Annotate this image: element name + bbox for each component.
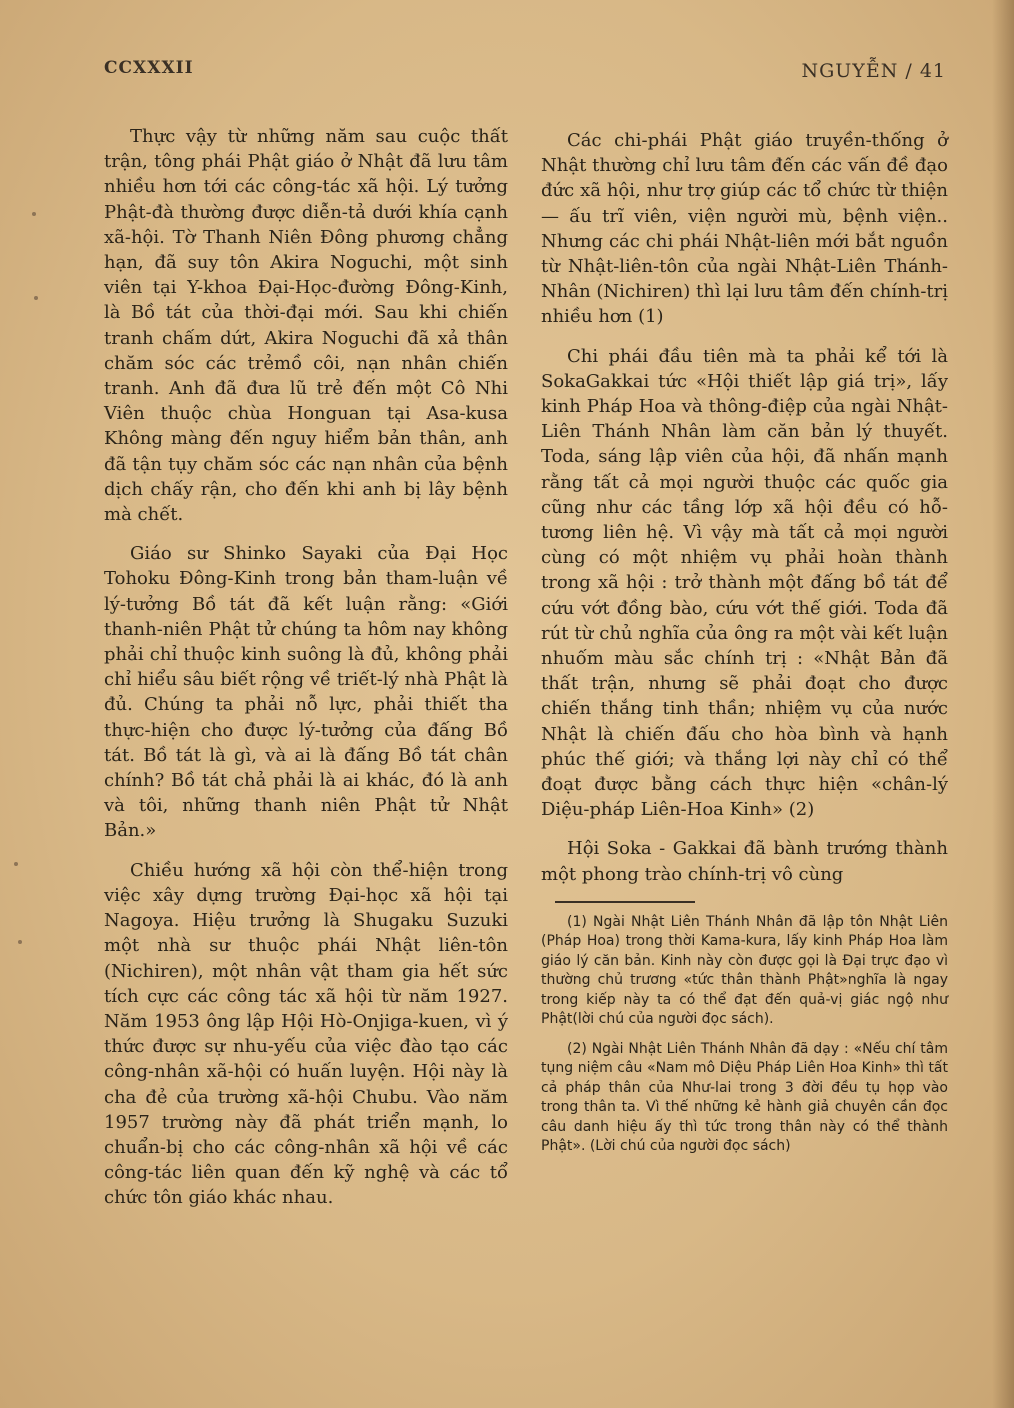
paragraph: Thực vậy từ những năm sau cuộc thất trận, tông phái Phật giáo ở Nhật đã lưu tâm nhiều hơn tới các công-tác xã hội. Lý tưởng Phật-đà thường được diễn-tả dưới khía cạnh xã-hội. Tờ Thanh Niên Đông phương chẳng hạn, đã suy tôn Akira Noguchi, một sinh viên tại Y-khoa Đại-Học-đường Đông-Kinh, là Bồ tát của thời-đại mới. Sau khi chiến tranh chấm dứt, Akira Noguchi đã xả thân chăm sóc các trẻmồ côi, nạn nhân chiến tranh. Anh đã đưa lũ trẻ đến một Cô Nhi Viên thuộc chùa Honguan tại Asa-kusa Không màng đến nguy hiểm bản thân, anh đã tận tụy chăm sóc các nạn nhân của bệnh dịch chấy rận, cho đến khi anh bị lây bệnh mà chết. — [104, 126, 508, 526]
footnotes — [541, 913, 948, 1157]
footnote-divider — [555, 901, 695, 903]
right-column — [541, 128, 948, 1167]
paper-speck — [14, 862, 18, 866]
paper-speck — [32, 212, 36, 216]
paragraph: Chi phái đầu tiên mà ta phải kể tới là SokaGakkai tức «Hội thiết lập giá trị», lấy kinh Pháp Hoa và thông-điệp của ngài Nhật-Liên Thánh Nhân làm căn bản lý thuyết. Toda, sáng lập viên của hội, đã nhấn mạnh rằng tất cả mọi người thuộc các quốc gia cũng như các tầng lớp xã hội đều có hỗ-tương liên hệ. Vì vậy mà tất cả mọi người cùng có một nhiệm vụ phải hoàn thành trong xã hội : trở thành một đấng bồ tát để cứu vớt đồng bào, cứu vớt thế giới. Toda đã rút từ chủ nghĩa của ông ra một vài kết luận nhuốm màu sắc chính trị : «Nhật Bản đã thất trận, nhưng sẽ phải đoạt cho được chiến thắng tinh thần; nhiệm vụ của nước Nhật là chiến đấu cho hòa bình và hạnh phúc thế giới; và thắng lợi này chỉ có thể đoạt được bằng cách thực hiện «chân-lý Diệu-pháp Liên-Hoa Kinh» (2) — [541, 345, 948, 821]
page-edge-shadow — [992, 0, 1014, 1408]
left-column — [104, 124, 508, 1225]
paragraph: Hội Soka - Gakkai đã bành trướng thành một phong trào chính-trị vô cùng — [541, 838, 948, 885]
paper-speck — [18, 940, 22, 944]
running-header-left: CCXXXII — [104, 58, 194, 78]
paragraph: Các chi-phái Phật giáo truyền-thống ở Nhật thường chỉ lưu tâm đến các vấn đề đạo đức xã hội, như trợ giúp các tổ chức từ thiện — ấu trĩ viên, viện người mù, bệnh viện.. Nhưng các chi phái Nhật-liên mới bắt nguồn từ Nhật-liên-tôn của ngài Nhật-Liên Thánh-Nhân (Nichiren) thì lại lưu tâm đến chính-trị nhiều hơn (1) — [541, 130, 948, 328]
footnote: (2) Ngài Nhật Liên Thánh Nhân đã dạy : «Nếu chí tâm tụng niệm câu «Nam mô Diệu Pháp Liên Hoa Kinh» thì tất cả pháp thân của Như-lai trong 3 đời đều tụ họp vào trong thân ta. Vì thế những kẻ hành giả chuyên cần đọc câu danh hiệu ấy thì tức trong thân này có thể thành Phật». (Lời chú của người đọc sách) — [541, 1040, 948, 1155]
paragraph: Chiều hướng xã hội còn thể-hiện trong việc xây dựng trường Đại-học xã hội tại Nagoya. Hiệu trưởng là Shugaku Suzuki một nhà sư thuộc phái Nhật liên-tôn (Nichiren), một nhân vật tham gia hết sức tích cực các công tác xã hội từ năm 1927. Năm 1953 ông lập Hội Hò-Onjiga-kuen, vì ý thức được sự nhu-yếu của việc đào tạo các công-nhân xã-hội có huấn luyện. Hội này là cha đẻ của trường xã-hội Chubu. Vào năm 1957 trường này đã phát triển mạnh, lo chuẩn-bị cho các công-nhân xã hội về các công-tác liên quan đến kỹ nghệ và các tổ chức tôn giáo khác nhau. — [104, 859, 508, 1209]
paper-speck — [34, 296, 38, 300]
paragraph: Giáo sư Shinko Sayaki của Đại Học Tohoku Đông-Kinh trong bản tham-luận về lý-tưởng Bồ tát đã kết luận rằng: «Giới thanh-niên Phật tử chúng ta hôm nay không phải chỉ thuộc kinh suông là đủ, không phải chỉ hiểu sâu biết rộng về triết-lý nhà Phật là đủ. Chúng ta phải nỗ lực, phải thiết tha thực-hiện cho được lý-tưởng của đấng Bồ tát. Bồ tát là gì, và ai là đấng Bồ tát chân chính? Bồ tát chả phải là ai khác, đó là anh và tôi, những thanh niên Phật tử Nhật Bản.» — [104, 543, 508, 842]
running-header-right: NGUYỄN / 41 — [801, 60, 946, 82]
footnote: (1) Ngài Nhật Liên Thánh Nhân đã lập tôn Nhật Liên (Pháp Hoa) trong thời Kama-kura, lấy kinh Pháp Hoa làm giáo lý căn bản. Kinh này còn được gọi là Đại trực đạo vì thường chủ trương «tức thân thành Phật»nghĩa là ngay trong kiếp này ta có thể đạt đến quả-vị giác ngộ như Phật(lời chú của người đọc sách). — [541, 913, 948, 1028]
